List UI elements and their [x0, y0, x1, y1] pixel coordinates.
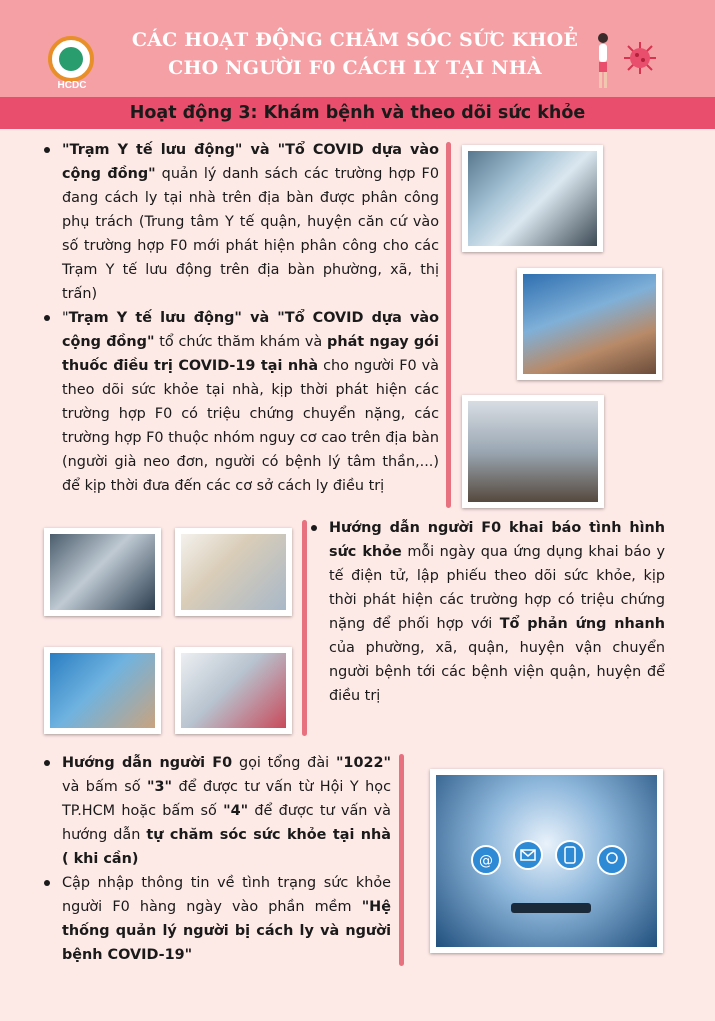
block-3 [40, 751, 391, 967]
header-banner [0, 0, 715, 97]
block-1 [40, 138, 439, 498]
list-item: Cập nhập thông tin về tình trạng sức khỏe người F0 hàng ngày vào phần mềm "Hệ thống quản lý người bị cách ly và người bệnh COVID-19" [40, 871, 391, 967]
hcdc-logo [48, 36, 94, 82]
list-item: "Trạm Y tế lưu động" và "Tổ COVID dựa vào cộng đồng" quản lý danh sách các trường hợp F0 đang cách ly tại nhà trên địa bàn được phân công phụ trách (Trung tâm Y tế quận, huyện căn cứ vào số trường hợp F0 mới phát hiện phân công cho các Trạm Y tế lưu động trên địa bàn phường, xã, thị trấn) [40, 138, 439, 306]
page-title [120, 26, 590, 82]
photo-telemedicine [430, 769, 663, 953]
contact-icons [436, 775, 657, 947]
list-item: Hướng dẫn người F0 gọi tổng đài "1022" và bấm số "3" để được tư vấn từ Hội Y học TP.HCM hoặc bấm số "4" để được tư vấn và hướng dẫn tự chăm sóc sức khỏe tại nhà ( khi cần) [40, 751, 391, 871]
photo-patient-care [462, 395, 604, 508]
photo-medicine [175, 528, 292, 616]
photo-home-visit [517, 268, 662, 380]
photo-health-check [44, 528, 161, 616]
photo-medical-staff [462, 145, 603, 252]
block-2 [307, 516, 665, 708]
svg-text:@: @ [479, 853, 493, 869]
divider-line [399, 754, 404, 966]
logo-text: HCDC [57, 80, 87, 91]
photo-oxygen-check [44, 647, 161, 734]
photo-treatment [175, 647, 292, 734]
list-item: "Trạm Y tế lưu động" và "Tổ COVID dựa vào cộng đồng" tổ chức thăm khám và phát ngay gói thuốc điều trị COVID-19 tại nhà cho người F0 và theo dõi sức khỏe tại nhà, kịp thời phát hiện các trường hợp F0 có triệu chứng chuyển nặng, các trường hợp F0 thuộc nhóm nguy cơ cao trên địa bàn (người già neo đơn, người có bệnh lý tâm thần,...) để kịp thời đưa đến các cơ sở cách ly điều trị [40, 306, 439, 498]
list-item: Hướng dẫn người F0 khai báo tình hình sức khỏe mỗi ngày qua ứng dụng khai báo y tế điện tử, lập phiếu theo dõi sức khỏe, kịp thời phát hiện các trường hợp có triệu chứng nặng để phối hợp với Tổ phản ứng nhanh của phường, xã, quận, huyện vận chuyển người bệnh tới các bệnh viện quận, huyện để điều trị [307, 516, 665, 708]
section-title: Hoạt động 3: Khám bệnh và theo dõi sức khỏe [0, 97, 715, 129]
title-line-2: CHO NGƯỜI F0 CÁCH LY TẠI NHÀ [168, 57, 542, 79]
title-line-1: CÁC HOẠT ĐỘNG CHĂM SÓC SỨC KHOẺ [131, 29, 579, 51]
nurse-illustration-icon [590, 30, 616, 90]
divider-line [446, 142, 451, 508]
virus-icon [622, 40, 658, 76]
